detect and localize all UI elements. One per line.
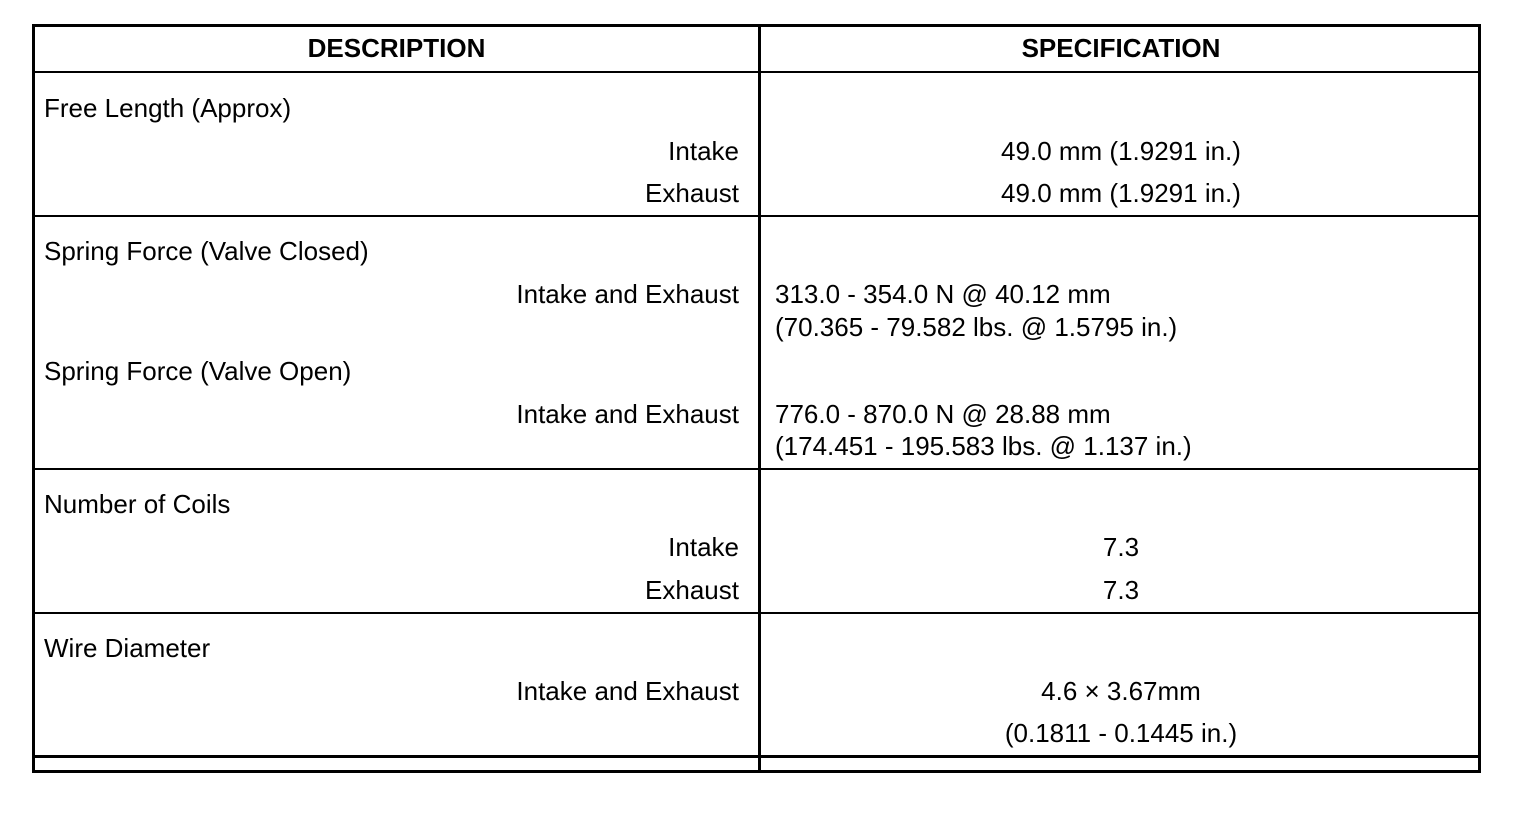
- spec-value-imperial: (174.451 - 195.583 lbs. @ 1.137 in.): [775, 431, 1192, 461]
- table-bottom-divider: [35, 755, 1478, 758]
- header-divider: [35, 71, 1478, 73]
- row-label-intake: Intake: [668, 532, 739, 562]
- section-title-spring-force-closed: Spring Force (Valve Closed): [44, 236, 369, 266]
- section-divider: [35, 468, 1478, 470]
- section-title-wire-diameter: Wire Diameter: [44, 633, 211, 663]
- row-label-intake-exhaust: Intake and Exhaust: [516, 399, 739, 429]
- row-label-intake-exhaust: Intake and Exhaust: [516, 676, 739, 706]
- spec-value: 313.0 - 354.0 N @ 40.12 mm: [775, 279, 1111, 309]
- spec-value-imperial: (70.365 - 79.582 lbs. @ 1.5795 in.): [775, 312, 1178, 342]
- spec-value-imperial: (0.1811 - 0.1445 in.): [1004, 718, 1238, 748]
- row-label-exhaust: Exhaust: [645, 575, 739, 605]
- spec-value: 776.0 - 870.0 N @ 28.88 mm: [775, 399, 1111, 429]
- header-specification: SPECIFICATION: [1021, 33, 1221, 63]
- section-divider: [35, 612, 1478, 614]
- spec-value: 49.0 mm (1.9291 in.): [1001, 178, 1241, 208]
- spec-value: 7.3: [1102, 575, 1140, 605]
- spec-table: [32, 24, 1481, 773]
- section-title-free-length: Free Length (Approx): [44, 93, 292, 123]
- row-label-intake: Intake: [668, 136, 739, 166]
- row-label-exhaust: Exhaust: [645, 178, 739, 208]
- spec-value: 4.6 × 3.67mm: [1041, 676, 1201, 706]
- section-divider: [35, 215, 1478, 217]
- section-title-number-of-coils: Number of Coils: [44, 489, 231, 519]
- row-label-intake-exhaust: Intake and Exhaust: [516, 279, 739, 309]
- section-title-spring-force-open: Spring Force (Valve Open): [44, 356, 352, 386]
- spec-value: 7.3: [1102, 532, 1140, 562]
- header-description: DESCRIPTION: [307, 33, 486, 63]
- spec-value: 49.0 mm (1.9291 in.): [1001, 136, 1241, 166]
